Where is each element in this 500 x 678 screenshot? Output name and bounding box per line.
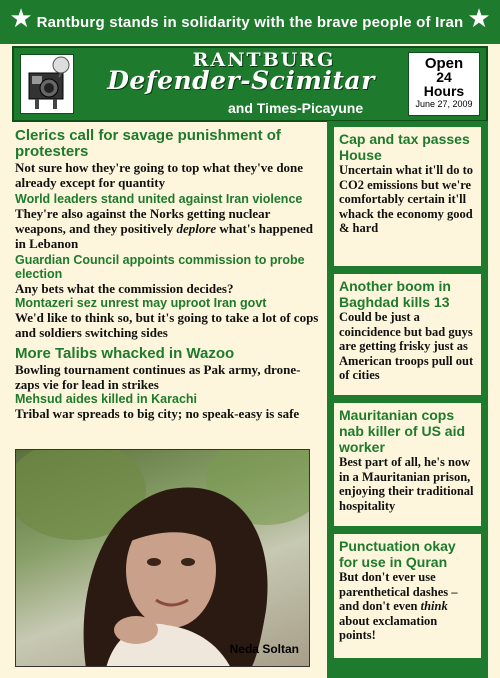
masthead-subtitle: and Times-Picayune [228, 100, 364, 116]
photo-caption: Neda Soltan [229, 642, 299, 656]
camera-icon [20, 54, 74, 114]
neda-soltan-photo [15, 449, 310, 667]
story-headline[interactable]: Mehsud aides killed in Karachi [15, 392, 198, 406]
story-body: Not sure how they're going to top what they've done already except for quantity [15, 160, 304, 190]
banner-text: Rantburg stands in solidarity with the brave people of Iran [36, 13, 464, 31]
story-body-emphasis: deplore [176, 221, 217, 236]
sidebar-headline[interactable]: Punctuation okay for use in Quran [339, 538, 456, 570]
star-icon: ★ [9, 4, 33, 34]
story-headline[interactable]: Guardian Council appoints commission to probe election [15, 253, 305, 281]
sidebar-headline[interactable]: Another boom in Baghdad kills 13 [339, 278, 451, 310]
sidebar-body-emphasis: think [420, 599, 448, 613]
sidebar-box [334, 274, 481, 395]
sidebar-box [334, 534, 481, 658]
story-body-text: They're also against the Norks getting nuclear weapons, and they positively [15, 206, 271, 236]
open-hours-label: Hours [423, 83, 465, 99]
story-body: Tribal war spreads to big city; no speak-easy is safe [15, 406, 300, 421]
open-label: Open [424, 55, 464, 72]
story-headline[interactable]: World leaders stand united against Iran violence [15, 192, 303, 206]
story-body: We'd like to think so, but it's going to take a lot of cops and soldiers switching sides [15, 310, 319, 340]
sidebar-body: Best part of all, he's now in a Mauritanian prison, enjoying their traditional hospitality [339, 455, 474, 513]
story-headline[interactable]: Clerics call for savage punishment of protesters [15, 127, 281, 160]
story-body [15, 206, 320, 251]
issue-date: June 27, 2009 [415, 99, 473, 109]
masthead-rantburg: RANTBURG [192, 49, 336, 71]
sidebar-body [339, 570, 476, 643]
story-body: Bowling tournament continues as Pak army, drone-zaps vie for lead in strikes [15, 362, 301, 392]
star-icon: ★ [467, 4, 491, 34]
story-body-text: what's happened in Lebanon [15, 221, 313, 251]
masthead [12, 46, 488, 122]
sidebar-body: Uncertain what it'll do to CO2 emissions but we're comfortably certain it'll whack the economy good & hard [339, 163, 474, 235]
right-sidebar [327, 121, 488, 678]
open-hours-number: 24 [436, 69, 452, 85]
story-headline[interactable]: More Talibs whacked in Wazoo [15, 345, 235, 362]
left-column [15, 128, 320, 421]
story-headline[interactable]: Montazeri sez unrest may uproot Iran govt [15, 296, 267, 310]
sidebar-body: Could be just a coincidence but bad guys are getting frisky just as American troops pull out of cities [339, 310, 474, 382]
sidebar-headline[interactable]: Mauritanian cops nab killer of US aid worker [339, 407, 466, 455]
open-hours-box [408, 52, 480, 116]
story-body: Any bets what the commission decides? [15, 281, 234, 296]
masthead-title: Defender-Scimitar [107, 66, 375, 95]
sidebar-box [334, 403, 481, 526]
sidebar-body-text: But don't ever use parenthetical dashes – and don't even [339, 570, 458, 613]
sidebar-box [334, 127, 481, 266]
sidebar-body-text: about exclamation points! [339, 613, 438, 642]
top-banner [0, 0, 500, 44]
sidebar-headline[interactable]: Cap and tax passes House [339, 131, 470, 163]
